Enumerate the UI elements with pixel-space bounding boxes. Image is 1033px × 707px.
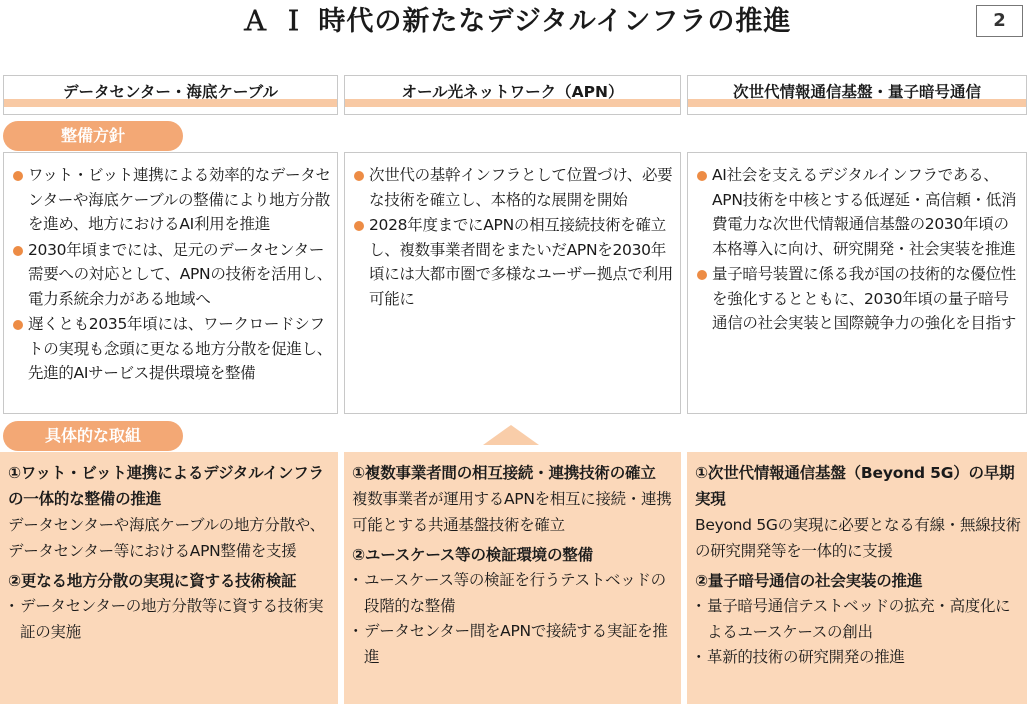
action-heading: ①複数事業者間の相互接続・連携技術の確立	[352, 464, 656, 482]
action-item: ・ データセンターの地方分散等に資する技術実証の実施	[8, 594, 332, 645]
action-body: 複数事業者が運用するAPNを相互に接続・連携可能とする共通基盤技術を確立	[352, 490, 672, 534]
policy-item: 遅くとも2035年頃には、ワークロードシフトの実現も念頭に更なる地方分散を促進し、先進的AIサービス提供環境を整備	[10, 312, 333, 386]
action-heading: ②量子暗号通信の社会実装の推進	[695, 572, 923, 590]
policy-item: 量子暗号装置に係る我が国の技術的な優位性を強化するとともに、2030年頃の量子暗号通信の社会実装と国際競争力の強化を目指す	[694, 262, 1022, 336]
policy-item: 次世代の基幹インフラとして位置づけ、必要な技術を確立し、本格的な展開を開始	[351, 163, 676, 212]
policy-section-label: 整備方針	[3, 121, 183, 151]
policy-list	[10, 163, 333, 387]
action-heading: ②ユースケース等の検証環境の整備	[352, 546, 593, 564]
policy-item: 2028年度までにAPNの相互接続技術を確立し、複数事業者間をまたいだAPNを2030年頃には大都市圏で多様なユーザー拠点で利用可能に	[351, 213, 676, 311]
policy-item: AI社会を支えるデジタルインフラである、APN技術を中核とする低遅延・高信頼・低消費電力な次世代情報通信基盤の2030年頃の本格導入に向け、研究開発・社会実装を推進	[694, 163, 1022, 261]
action-item: ・ ユースケース等の検証を行うテストベッドの段階的な整備	[352, 568, 675, 619]
column-header-label: データセンター・海底ケーブル	[63, 83, 278, 101]
action-list	[8, 594, 332, 645]
action-body: データセンターや海底ケーブルの地方分散や、データセンター等におけるAPN整備を支援	[8, 516, 325, 560]
policy-list	[351, 163, 676, 312]
action-item: ・ 革新的技術の研究開発の推進	[695, 645, 1021, 671]
policy-box-apn	[344, 152, 681, 414]
page-number: 2	[976, 5, 1023, 37]
action-heading: ①ワット・ビット連携によるデジタルインフラの一体的な整備の推進	[8, 464, 324, 508]
action-box-next-gen	[687, 452, 1027, 704]
column-header-label: オール光ネットワーク（APN）	[401, 83, 624, 101]
action-box-datacenter	[0, 452, 338, 704]
column-header-label: 次世代情報通信基盤・量子暗号通信	[732, 83, 981, 101]
policy-item: ワット・ビット連携による効率的なデータセンターや海底ケーブルの整備により地方分散を進め、地方におけるAI利用を推進	[10, 163, 333, 237]
policy-box-next-gen	[687, 152, 1027, 414]
column-header-next-gen	[687, 75, 1027, 115]
action-list	[695, 594, 1021, 671]
action-body: Beyond 5Gの実現に必要となる有線・無線技術の研究開発等を一体的に支援	[695, 516, 1021, 560]
policy-box-datacenter	[3, 152, 338, 414]
actions-section-label: 具体的な取組	[3, 421, 183, 451]
action-list	[352, 568, 675, 670]
action-box-apn	[344, 452, 681, 704]
action-item: ・ データセンター間をAPNで接続する実証を推進	[352, 619, 675, 670]
up-arrow-icon	[483, 425, 539, 445]
policy-item: 2030年頃までには、足元のデータセンター需要への対応として、APNの技術を活用し、電力系統余力がある地域へ	[10, 238, 333, 312]
action-item: ・ 量子暗号通信テストベッドの拡充・高度化によるユースケースの創出	[695, 594, 1021, 645]
action-heading: ②更なる地方分散の実現に資する技術検証	[8, 572, 297, 590]
column-header-apn	[344, 75, 681, 115]
action-heading: ①次世代情報通信基盤（Beyond 5G）の早期実現	[695, 464, 1015, 508]
policy-list	[694, 163, 1022, 337]
column-header-datacenter	[3, 75, 338, 115]
page-title: Ａ Ｉ 時代の新たなデジタルインフラの推進	[241, 6, 792, 37]
